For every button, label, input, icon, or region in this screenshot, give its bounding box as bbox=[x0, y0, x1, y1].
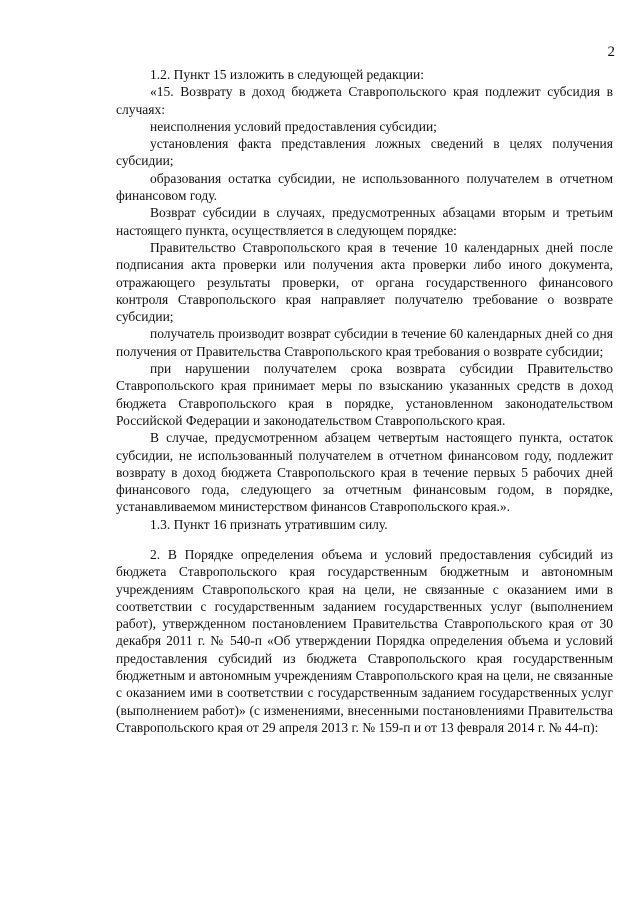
paragraph-remainder-return: В случае, предусмотренном абзацем четвертым настоящего пункта, остаток субсидии, не использованный получателем в отчетном финансовом году, подлежит возврату в доход бюджета Ставропольского края в течение первых 5 рабочих дней финансового года, следующего за отчетным финансовым годом, в порядке, устанавливаемом министерством финансов Ставропольского края.». bbox=[116, 430, 613, 515]
paragraph-government-demand: Правительство Ставропольского края в течение 10 календарных дней после подписания акта проверки или получения акта проверки либо иного документа, отражающего результаты проверки, от органа государственного финансового контроля Ставропольского края направляет получателю требование о возврате субсидии; bbox=[116, 239, 613, 325]
paragraph-15-intro: «15. Возврату в доход бюджета Ставропольского края подлежит субсидия в случаях: bbox=[116, 84, 613, 117]
page-number: 2 bbox=[607, 44, 615, 60]
paragraph-1-3: 1.3. Пункт 16 признать утратившим силу. bbox=[150, 516, 388, 532]
paragraph-violation-recovery: при нарушении получателем срока возврата субсидии Правительство Ставропольского края принимает меры по взысканию указанных средств в доход бюджета Ставропольского края в порядке, установленном законодательством Российской Федерации и законодательством Ставропольского края. bbox=[116, 361, 613, 428]
paragraph-case-remainder: образования остатка субсидии, не использованного получателем в отчетном финансовом году. bbox=[116, 170, 613, 204]
paragraph-1-2: 1.2. Пункт 15 изложить в следующей редакции: bbox=[150, 67, 424, 82]
amendment-section bbox=[116, 66, 613, 533]
paragraph-2-order: 2. В Порядке определения объема и условий предоставления субсидий из бюджета Ставропольского края государственным бюджетным и автономным учреждениям Ставропольского края на цели, не связанные с оказанием ими в соответствии с государственным заданием государственных услуг (выполнением работ), утвержденном постановлением Правительства Ставропольского края от 30 декабря 2011 г. № 540-п «Об утверждении Порядка определения объема и условий предоставления субсидий из бюджета Ставропольского края государственным бюджетным и автономным учреждениям Ставропольского края на цели, не связанные с оказанием ими в соответствии с государственным заданием государственных услуг (выполнением работ)» (с изменениями, внесенными постановлениями Правительства Ставропольского края от 29 апреля 2013 г. № 159-п и от 13 февраля 2014 г. № 44-п): bbox=[116, 547, 613, 735]
section-2 bbox=[116, 546, 613, 736]
paragraph-return-order: Возврат субсидии в случаях, предусмотренных абзацами вторым и третьим настоящего пункта, осуществляется в следующем порядке: bbox=[116, 205, 613, 238]
paragraph-case-nonfulfilment: неисполнения условий предоставления субсидии; bbox=[150, 118, 437, 134]
paragraph-recipient-return: получатель производит возврат субсидии в течение 60 календарных дней со дня получения от Правительства Ставропольского края требования о возврате субсидии; bbox=[116, 326, 613, 359]
paragraph-case-false-info: установления факта представления ложных сведений в целях получения субсидии; bbox=[116, 136, 613, 169]
